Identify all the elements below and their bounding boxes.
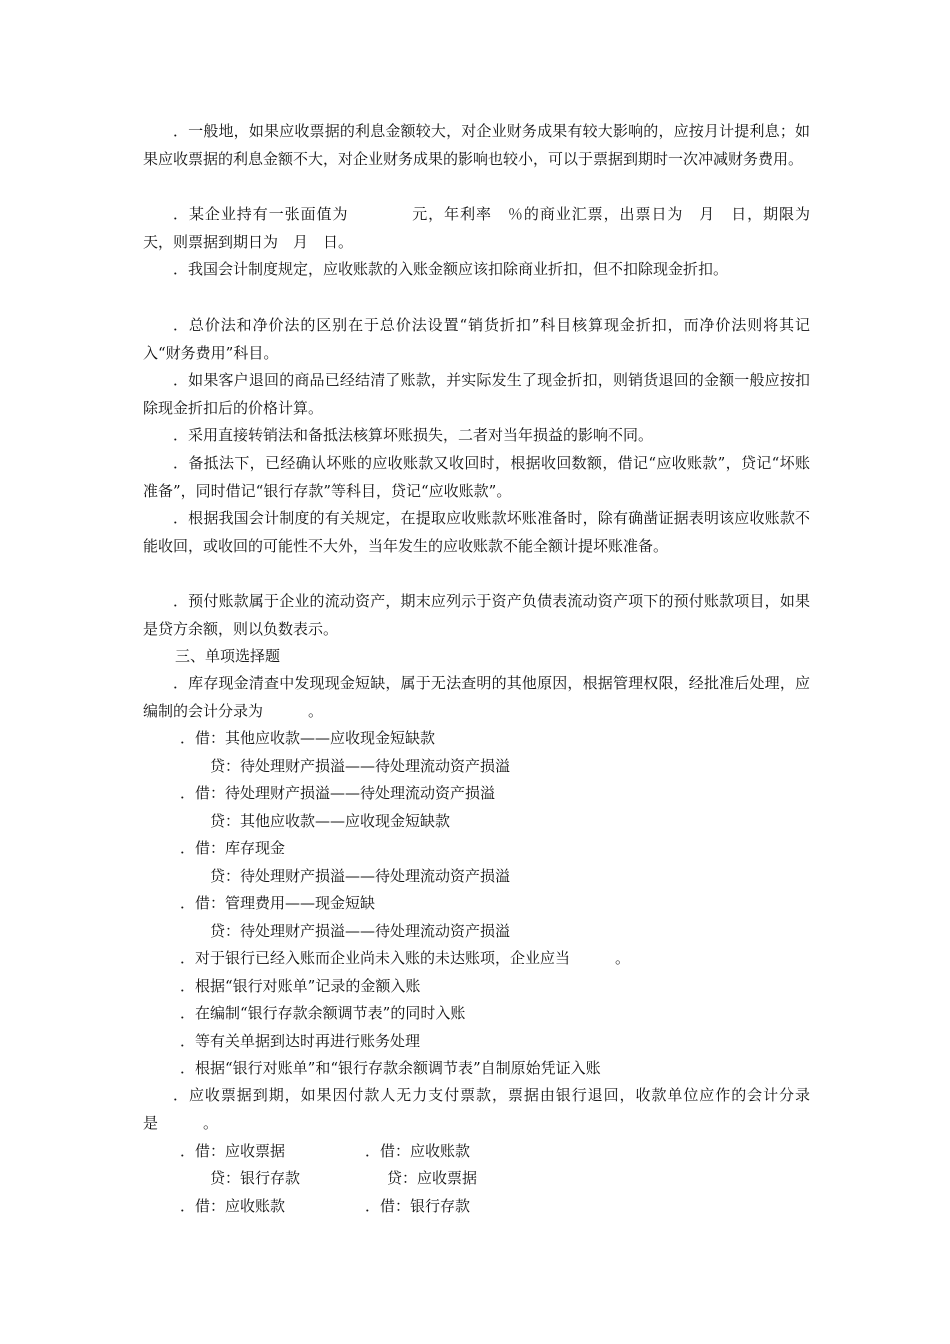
judgment-text: ．我国会计制度规定，应收账款的入账金额应该扣除商业折扣，但不扣除现金折扣。 bbox=[173, 260, 729, 278]
judgment-text: ．如果客户退回的商品已经结清了账款，并实际发生了现金折扣，则销货退回的金额一般应按扣除现金折扣后的价格计算。 bbox=[143, 371, 810, 417]
q2-option-a: ．根据“银行对账单”记录的金额入账 bbox=[180, 977, 421, 995]
q2-option-d: ．根据“银行对账单”和“银行存款余额调节表”自制原始凭证入账 bbox=[180, 1059, 601, 1077]
q3-option-b-debit: ．借：应收账款 bbox=[365, 1142, 471, 1160]
q1-option-b-debit: ．借：待处理财产损溢——待处理流动资产损溢 bbox=[180, 784, 496, 802]
question-text: ．库存现金清查中发现现金短缺，属于无法查明的其他原因，根据管理权限，经批准后处理，应编制的会计分录为 。 bbox=[143, 674, 810, 720]
question-3-stem bbox=[143, 1082, 810, 1137]
judgment-text: ．一般地，如果应收票据的利息金额较大，对企业财务成果有较大影响的，应按月计提利息；如果应收票据的利息金额不大，对企业财务成果的影响也较小，可以于票据到期时一次冲减财务费用。 bbox=[143, 122, 810, 168]
judgment-text: ．预付账款属于企业的流动资产，期末应列示于资产负债表流动资产项下的预付账款项目，如果是贷方余额，则以负数表示。 bbox=[143, 592, 810, 638]
q1-option-a-debit: ．借：其他应收款——应收现金短缺款 bbox=[180, 729, 436, 747]
judgment-item-3 bbox=[143, 256, 810, 284]
judgment-item-2 bbox=[143, 201, 826, 256]
q1-option-a-credit: 贷：待处理财产损溢——待处理流动资产损溢 bbox=[210, 757, 511, 775]
judgment-text: ．根据我国会计制度的有关规定，在提取应收账款坏账准备时，除有确凿证据表明该应收账款不能收回，或收回的可能性不大外，当年发生的应收账款不能全额计提坏账准备。 bbox=[143, 509, 810, 555]
judgment-item-1 bbox=[143, 118, 810, 173]
q3-option-b-credit: 贷：应收票据 bbox=[387, 1169, 478, 1187]
q1-option-b-credit: 贷：其他应收款——应收现金短缺款 bbox=[210, 812, 451, 830]
judgment-text: ．备抵法下，已经确认坏账的应收账款又收回时，根据收回数额，借记“应收账款”，贷记“坏账准备”，同时借记“银行存款”等科目，贷记“应收账款”。 bbox=[143, 454, 810, 500]
q3-option-a-credit: 贷：银行存款 bbox=[210, 1169, 301, 1187]
judgment-item-8 bbox=[143, 505, 810, 560]
q1-option-c-credit: 贷：待处理财产损溢——待处理流动资产损溢 bbox=[210, 867, 511, 885]
q1-option-d-debit: ．借：管理费用——现金短缺 bbox=[180, 894, 376, 912]
judgment-item-4 bbox=[143, 312, 810, 367]
question-text: ．应收票据到期，如果因付款人无力支付票款，票据由银行退回，收款单位应作的会计分录是 。 bbox=[143, 1086, 810, 1132]
section-heading: 三、单项选择题 bbox=[175, 647, 281, 665]
question-2-stem: ．对于银行已经入账而企业尚未入账的未达账项，企业应当 。 bbox=[180, 949, 631, 967]
q1-option-c-debit: ．借：库存现金 bbox=[180, 839, 286, 857]
judgment-text: ．采用直接转销法和备抵法核算坏账损失，二者对当年损益的影响不同。 bbox=[173, 426, 654, 444]
judgment-item-5 bbox=[143, 367, 810, 422]
judgment-item-9 bbox=[143, 588, 810, 643]
judgment-text: ．某企业持有一张面值为 元，年利率 ％的商业汇票，出票日为 月 日，期限为 天，则票据到期日为 月 日。 bbox=[143, 205, 826, 251]
q3-option-d-debit: ．借：银行存款 bbox=[365, 1197, 471, 1215]
judgment-item-6 bbox=[143, 422, 810, 450]
q1-option-d-credit: 贷：待处理财产损溢——待处理流动资产损溢 bbox=[210, 922, 511, 940]
question-1-stem bbox=[143, 670, 810, 725]
judgment-text: ．总价法和净价法的区别在于总价法设置“销货折扣”科目核算现金折扣，而净价法则将其记入“财务费用”科目。 bbox=[143, 316, 810, 362]
q2-option-b: ．在编制“银行存款余额调节表”的同时入账 bbox=[180, 1004, 466, 1022]
q3-option-c-debit: ．借：应收账款 bbox=[180, 1197, 286, 1215]
q3-option-a-debit: ．借：应收票据 bbox=[180, 1142, 286, 1160]
q2-option-c: ．等有关单据到达时再进行账务处理 bbox=[180, 1032, 421, 1050]
judgment-item-7 bbox=[143, 450, 810, 505]
